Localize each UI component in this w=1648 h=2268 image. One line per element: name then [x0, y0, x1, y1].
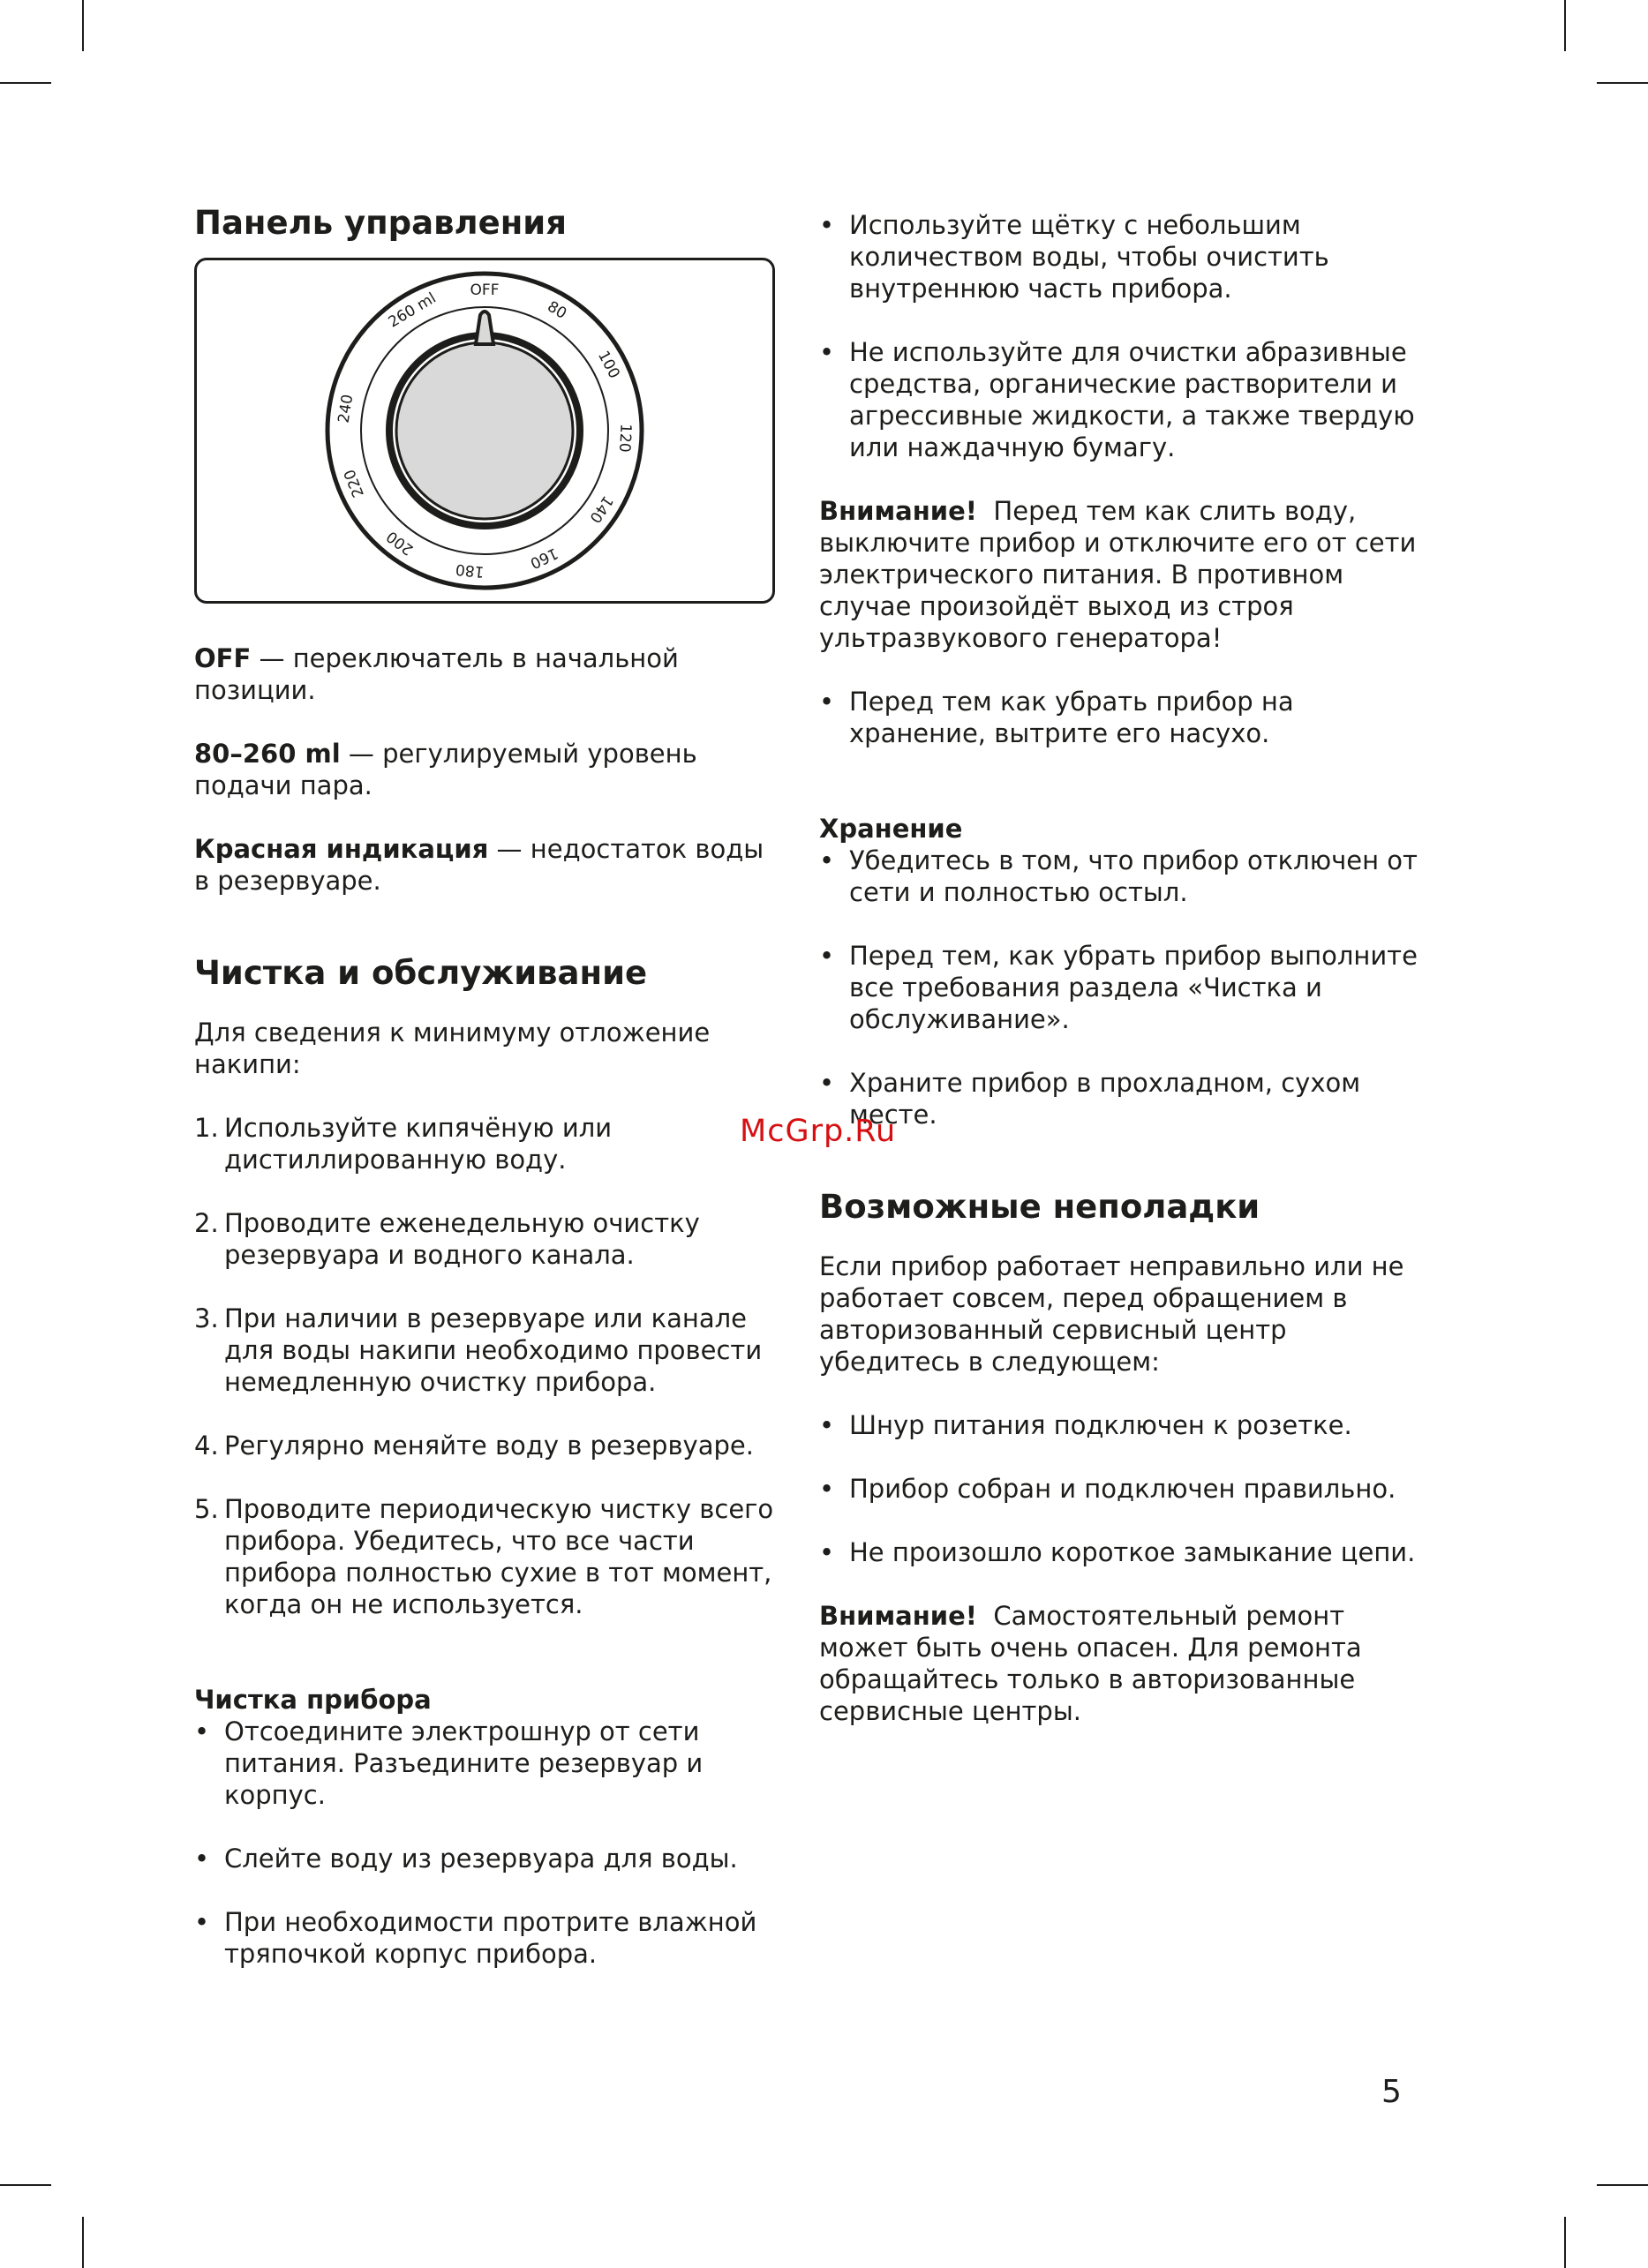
dial-scale-label: 260 ml: [385, 289, 440, 332]
step-text: Проводите периодическую чистку всего прибора. Убедитесь, что все части прибора полностью сухие в тот момент, когда он не используется.: [224, 1494, 774, 1619]
left-column: [194, 203, 777, 2001]
crop-mark: [82, 0, 84, 51]
list-item: • Используйте щётку с небольшим количеством воды, чтобы очистить внутреннюю часть прибора.: [819, 209, 1419, 304]
warning-label: Внимание!: [819, 1601, 977, 1631]
page-number: 5: [1381, 2074, 1402, 2110]
list-item: • Перед тем как убрать прибор на хранение, вытрите его насухо.: [819, 686, 1419, 749]
crop-mark: [1597, 2184, 1648, 2186]
step-number: 1.: [194, 1113, 219, 1143]
device-cleaning-heading: Чистка прибора: [194, 1685, 432, 1715]
step-number: 2.: [194, 1208, 219, 1238]
crop-mark: [82, 2217, 84, 2268]
watermark: McGrp.Ru: [740, 1114, 897, 1149]
control-panel-heading: Панель управления: [194, 204, 567, 242]
cleaning-intro: Для сведения к минимуму отложение накипи:: [194, 1018, 711, 1079]
legend-off-term: OFF: [194, 643, 252, 673]
dial-scale-label: 140: [585, 492, 617, 526]
warning-text: Самостоятельный ремонт может быть очень опасен. Для ремонта обращайтесь только в авторизованные сервисные центры.: [819, 1601, 1370, 1726]
step-number: 5.: [194, 1494, 219, 1524]
step-text: Регулярно меняйте воду в резервуаре.: [224, 1431, 754, 1461]
list-item: • Храните прибор в прохладном, сухом месте.: [819, 1067, 1419, 1130]
right-column: [819, 209, 1425, 1759]
list-item: • Прибор собран и подключен правильно.: [819, 1473, 1419, 1505]
dial-diagram: [197, 260, 772, 601]
legend-range: [194, 738, 777, 801]
crop-mark: [0, 82, 51, 84]
list-item: • Перед тем, как убрать прибор выполните все требования раздела «Чистка и обслуживание».: [819, 940, 1419, 1035]
dial-pointer: [476, 312, 493, 344]
list-item: • Отсоедините электрошнур от сети питания. Разъедините резервуар и корпус.: [194, 1716, 777, 1811]
legend-off-text: — переключатель в начальной позиции.: [194, 643, 679, 705]
list-item: • Слейте воду из резервуара для воды.: [194, 1843, 777, 1874]
dial-scale-label: OFF: [470, 282, 500, 299]
troubleshooting-intro: Если прибор работает неправильно или не работает совсем, перед обращением в авторизованный сервисный центр убедитесь в следующем:: [819, 1251, 1404, 1377]
storage-heading: Хранение: [819, 814, 963, 844]
legend-range-term: 80–260 ml: [194, 739, 341, 769]
descaling-steps: [194, 1112, 777, 1620]
storage-list: [819, 845, 1419, 1130]
step-number: 3.: [194, 1303, 219, 1333]
cleaning-continued-list: [819, 209, 1419, 463]
control-panel-illustration: [194, 258, 775, 604]
cleaning-heading: Чистка и обслуживание: [194, 954, 648, 992]
step-text: Проводите еженедельную очистку резервуара и водного канала.: [224, 1208, 700, 1270]
crop-mark: [1597, 82, 1648, 84]
list-item: • Не произошло короткое замыкание цепи.: [819, 1536, 1419, 1568]
crop-mark: [1564, 0, 1566, 51]
legend-range-text: — регулируемый уровень подачи пара.: [194, 739, 697, 800]
dial-scale-label: 160: [527, 544, 561, 573]
list-item: • При необходимости протрите влажной тряпочкой корпус прибора.: [194, 1906, 777, 1970]
crop-mark: [1564, 2217, 1566, 2268]
legend-red-text: — недостаток воды в резервуаре.: [194, 834, 764, 896]
dial-scale-label: 220: [341, 466, 368, 500]
dial-scale-label: 240: [335, 393, 357, 424]
warning-label: Внимание!: [819, 496, 977, 526]
storage-prep-list: [819, 686, 1419, 749]
list-item: [194, 1112, 777, 1175]
list-item: • Убедитесь в том, что прибор отключен от сети и полностью остыл.: [819, 845, 1419, 908]
legend-red-indicator: [194, 833, 777, 897]
step-text: Используйте кипячёную или дистиллированную воду.: [224, 1113, 613, 1175]
step-number: 4.: [194, 1431, 219, 1461]
legend-off: [194, 642, 777, 706]
dial-scale-label: 200: [383, 527, 418, 559]
dial-knob: [396, 342, 573, 519]
repair-warning: [819, 1600, 1419, 1727]
list-item: [194, 1430, 777, 1461]
warning-text: Перед тем как слить воду, выключите прибор и отключите его от сети электрического питания. В противном случае произойдёт выход из строя ультразвукового генератора!: [819, 496, 1425, 653]
list-item: [194, 1493, 777, 1620]
troubleshooting-heading: Возможные неполадки: [819, 1188, 1260, 1226]
list-item: • Шнур питания подключен к розетке.: [819, 1409, 1419, 1441]
list-item: [194, 1207, 777, 1271]
dial-scale-label: 180: [455, 559, 485, 581]
dial-scale-label: 80: [544, 297, 570, 323]
legend-red-term: Красная индикация: [194, 834, 489, 864]
list-item: • Не используйте для очистки абразивные средства, органические растворители и агрессивные жидкости, а также твердую или наждачную бумагу.: [819, 336, 1419, 463]
dial-scale-label: 100: [593, 348, 623, 382]
troubleshooting-list: [819, 1409, 1419, 1568]
list-item: [194, 1303, 777, 1398]
dial-scale-label: 120: [614, 423, 635, 454]
step-text: При наличии в резервуаре или канале для воды накипи необходимо провести немедленную очистку прибора.: [224, 1303, 763, 1397]
device-cleaning-list: [194, 1716, 777, 1970]
drain-warning: [819, 495, 1425, 654]
crop-mark: [0, 2184, 51, 2186]
